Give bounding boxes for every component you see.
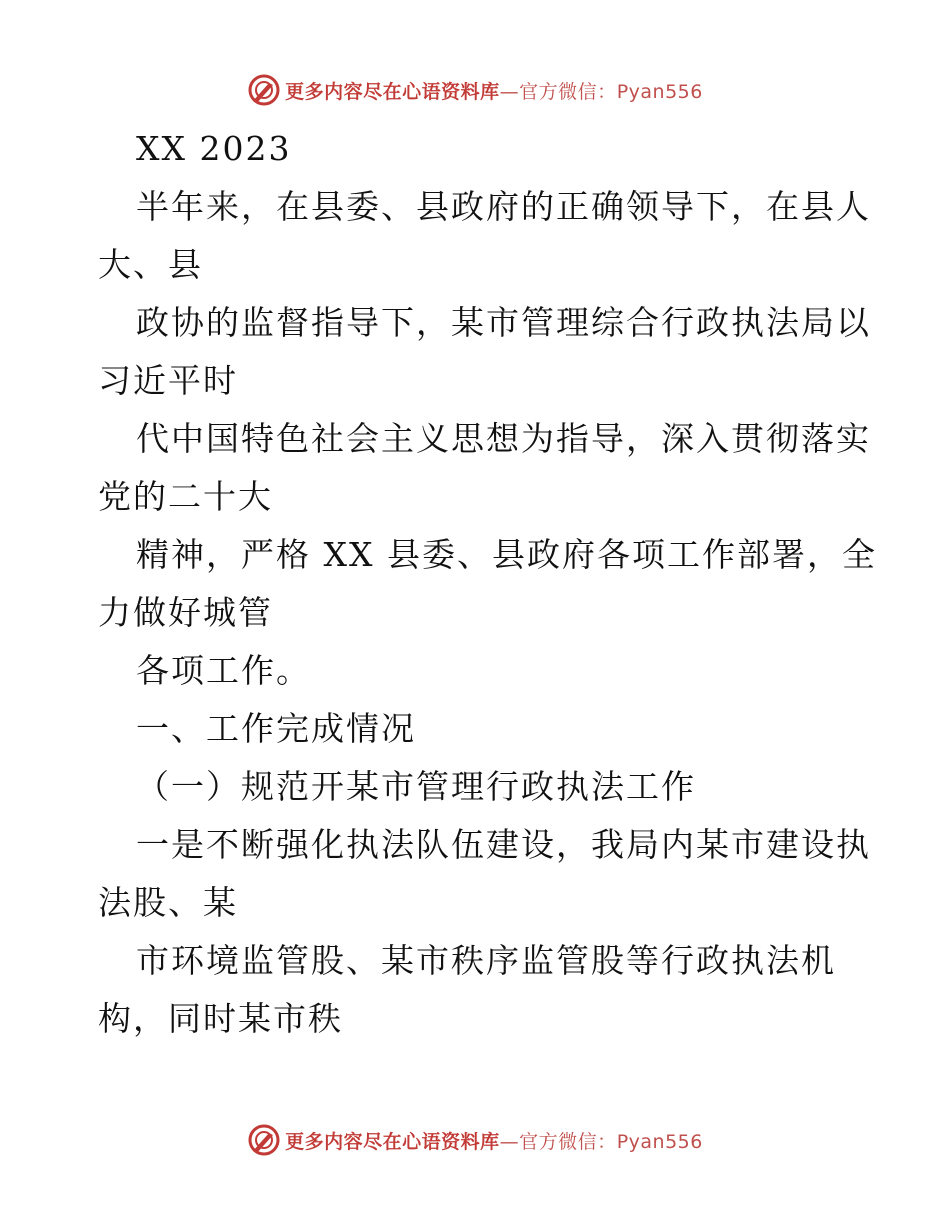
- paragraph-line: 大、县: [98, 245, 203, 284]
- banner-wechat-id: Pyan556: [616, 80, 703, 103]
- banner-wechat-id: Pyan556: [616, 1130, 703, 1153]
- section-heading: 一、工作完成情况: [136, 709, 416, 748]
- paragraph-line: 精神，严格 XX 县委、县政府各项工作部署，全: [136, 535, 877, 574]
- paragraph-line: 力做好城管: [98, 593, 273, 632]
- paragraph-line: 政协的监督指导下，某市管理综合行政执法局以: [136, 303, 871, 342]
- subsection-heading: （一）规范开某市管理行政执法工作: [136, 767, 696, 806]
- banner-main-text: 更多内容尽在心语资料库: [285, 80, 500, 103]
- document-body: [98, 120, 877, 1048]
- paragraph-line: 习近平时: [98, 361, 238, 400]
- banner-dash: —: [499, 80, 520, 103]
- banner-dash: —: [499, 1130, 520, 1153]
- banner-wechat-label: 官方微信：: [519, 80, 617, 103]
- paragraph-line: 构，同时某市秩: [98, 999, 343, 1038]
- pen-logo-icon: [247, 1123, 281, 1157]
- banner-text: [285, 1127, 703, 1154]
- banner-main-text: 更多内容尽在心语资料库: [285, 1130, 500, 1153]
- paragraph-line: 一是不断强化执法队伍建设，我局内某市建设执: [136, 825, 871, 864]
- paragraph-line: 代中国特色社会主义思想为指导，深入贯彻落实: [136, 419, 871, 458]
- paragraph-line: 市环境监管股、某市秩序监管股等行政执法机: [136, 941, 836, 980]
- banner-wechat-label: 官方微信：: [519, 1130, 617, 1153]
- banner-text: [285, 77, 703, 104]
- header-banner: [0, 70, 950, 110]
- paragraph-line: 法股、某: [98, 883, 238, 922]
- paragraph-line: 半年来，在县委、县政府的正确领导下，在县人: [136, 187, 871, 226]
- doc-title-line: XX 2023: [136, 129, 292, 168]
- paragraph-line: 各项工作。: [136, 651, 311, 690]
- footer-banner: [0, 1120, 950, 1160]
- paragraph-line: 党的二十大: [98, 477, 273, 516]
- pen-logo-icon: [247, 73, 281, 107]
